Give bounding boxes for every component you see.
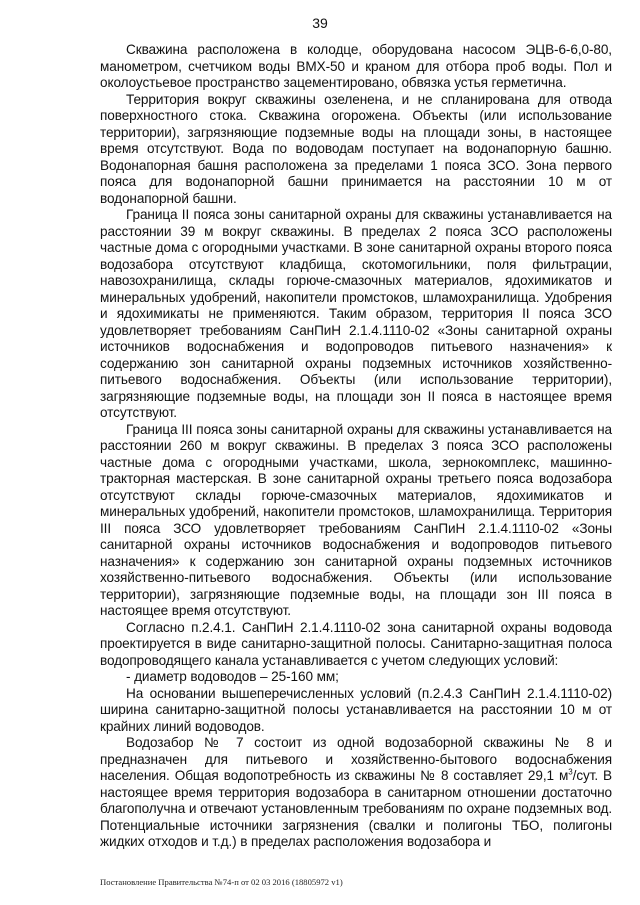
paragraph-well-equipment: Скважина расположена в колодце, оборудована насосом ЭЦВ-6-6,0-80, манометром, счетчиком воды ВМХ-50 и краном для отбора проб воды. Пол и околоустьевое пространство зацементировано, обвязка устья герметична. (100, 42, 612, 90)
paragraph-protection-strip: На основании вышеперечисленных условий (п.2.4.3 СанПиН 2.1.4.1110-02) ширина санитарно-защитной полосы устанавливается на расстоянии 10 м от крайних линий водоводов. (100, 685, 612, 734)
page-footer: Постановление Правительства №74-п от 02 03 2016 (18805972 v1) (100, 877, 343, 887)
paragraph-text-after: /сут. В настоящее время территория водозабора в санитарном отношении достаточно благополучна и отвечают установленным требованиям по охране подземных вод. Потенциальные источники загрязнения (свалки и полигоны ТБО, полигоны жидких отходов и т.д.) в пределах расположения водозабора и (100, 768, 613, 849)
paragraph-water-conduit: Согласно п.2.4.1. СанПиН 2.1.4.1110-02 зона санитарной охраны водовода проектируется в виде санитарно-защитной полосы. Санитарно-защитная полоса водопроводящего канала устанавливается с учетом следующих условий: (100, 619, 612, 668)
page-number: 39 (312, 15, 328, 31)
paragraph-territory: Территория вокруг скважины озеленена, и не спланирована для отвода поверхностного стока. Скважина огорожена. Объекты (или использование территории), загрязняющие подземные воды на площади зоны, в настоящее время отсутствуют. Вода по водоводам поступает на водонапорную башню. Водонапорная башня расположена за пределами 1 пояса ЗСО. Зона первого пояса для водонапорной башни принимается на расстоянии 10 м от водонапорной башни. (100, 91, 612, 206)
paragraph-zone-2: Граница II пояса зоны санитарной охраны для скважины устанавливается на расстоянии 39 м вокруг скважины. В пределах 2 пояса ЗСО расположены частные дома с огородными участками. В зоне санитарной охраны второго пояса водозабора отсутствуют кладбища, скотомогильники, поля фильтрации, навозохранилища, склады горюче-смазочных материалов, ядохимикатов и минеральных удобрений, накопители промстоков, шламохранилища. Удобрения и ядохимикаты не применяются. Таким образом, территория II пояса ЗСО удовлетворяет требованиям СанПиН 2.1.4.1110-02 «Зоны санитарной охраны источников водоснабжения и водопроводов питьевого назначения» к содержанию зон санитарной охраны подземных источников хозяйственно-питьевого водоснабжения. Объекты (или использование территории), загрязняющие подземные воды, на площади зон II пояса в настоящее время отсутствуют. (100, 207, 612, 420)
list-item-diameter: - диаметр водоводов – 25-160 мм; (126, 669, 339, 684)
body-text (100, 42, 612, 851)
paragraph-water-intake-7 (100, 735, 612, 851)
superscript-cubic: 3 (568, 767, 573, 777)
paragraph-zone-3: Граница III пояса зоны санитарной охраны для скважины устанавливается на расстоянии 260 м вокруг скважины. В пределах 3 пояса ЗСО расположены частные дома с огородными участками, школа, зернокомплекс, машинно-тракторная мастерская. В зоне санитарной охраны третьего пояса водозабора отсутствуют склады горюче-смазочных материалов, ядохимикатов и минеральных удобрений, накопители промстоков, шламохранилища. Территория III пояса ЗСО удовлетворяет требованиям СанПиН 2.1.4.1110-02 «Зоны санитарной охраны источников водоснабжения и водопроводов питьевого назначения» к содержанию зон санитарной охраны подземных источников хозяйственно-питьевого водоснабжения. Объекты (или использование территории), загрязняющие подземные воды, на площади зон III пояса в настоящее время отсутствуют. (100, 421, 612, 618)
paragraph-text-before: Водозабор № 7 состоит из одной водозаборной скважины № 8 и предназначен для питьевого и хозяйственно-бытового водоснабжения населения. Общая водопотребность из скважины № 8 составляет 29,1 м (100, 735, 612, 783)
